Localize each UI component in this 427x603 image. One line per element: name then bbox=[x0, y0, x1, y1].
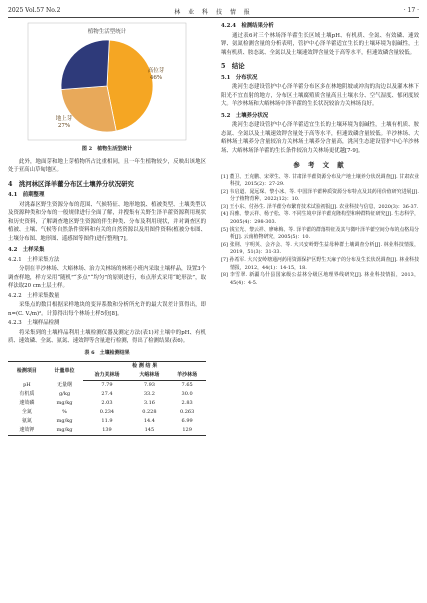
table-row bbox=[8, 426, 206, 436]
reference-item: [5] 钱宝光、黎云祥、廖咏梅、等. 泽羊藿的群落特征及其与微叶泽羊藿空间分布的点格局分析[J]. 云南植物研究，2005(5)：10. bbox=[221, 226, 419, 241]
section-heading: 5 结论 bbox=[221, 62, 245, 70]
table-row bbox=[8, 381, 206, 391]
cell: 0.263 bbox=[179, 409, 195, 415]
cell: 7.93 bbox=[143, 382, 155, 388]
cell: mg/kg bbox=[56, 418, 73, 424]
journal-volume: 2025 Vol.57 No.2 bbox=[8, 7, 61, 14]
journal-title: 林 业 科 技 情 报 bbox=[174, 9, 253, 16]
paragraph: 通过表6对三个林场泽羊藿生长区域土壤pH、有机质、全氮、有效磷、速效钾、氨氮检测含量的分析表明，管护中心泽羊藿适宜生长的土壤环境为弱碱性，土壤有机质、胺态氮、全氮以及土壤速效钾含量处于高等水平，但速效磷含量较低。 bbox=[221, 32, 419, 56]
reference-item: [6] 张荆、宇明英、会齐会、等. 大兴安岭野生益母种群土壤调查分析[J]. 林业科技情报，2019，51(3)：31-33. bbox=[221, 241, 419, 256]
right-column bbox=[221, 22, 419, 287]
figure-caption: 图 2 植物生活型统计 bbox=[81, 146, 133, 152]
paragraph: 将采集到的土壤样品利用土壤检测仪器及测定方法(表1)对土壤中的pH、有机质、速效磷、全氮、氨氮、速效钾等含量进行检测，得出了检测结果(表6)。 bbox=[8, 329, 206, 344]
cell: 全氮 bbox=[21, 409, 32, 415]
subsection-heading: 5.1 分布状况 bbox=[221, 74, 258, 81]
pie-data-label: 高位芽 bbox=[147, 68, 165, 74]
left-column bbox=[8, 22, 206, 436]
cell: 6.99 bbox=[181, 418, 193, 424]
cell: g/kg bbox=[58, 391, 71, 397]
pie-slice-1 bbox=[107, 40, 153, 131]
page-number: · 17 · bbox=[403, 7, 419, 14]
cell: 2.03 bbox=[101, 400, 113, 406]
soil-results-table bbox=[8, 361, 206, 436]
reference-item: [3] 王小东、付孙生. 泽羊藿分布繁育技术试验初报[J]. 农业科技与信息，2020(3)：36-37. bbox=[221, 203, 419, 210]
reference-item: [8] 李雪翠. 新疆乌什县国家级公益林分级区地理界线研究[J]. 林业科技情报，2013，45(4)：4-5. bbox=[221, 272, 419, 286]
cell: 速效磷 bbox=[19, 400, 35, 406]
section-heading: 4 洮河林区泽羊藿分布区土壤养分状况研究 bbox=[8, 179, 134, 188]
subsection-heading: 5.2 土壤养分状况 bbox=[221, 112, 269, 119]
subsection-heading: 4.2 土样采集 bbox=[8, 247, 45, 253]
subsubsection-heading: 4.2.3 土壤样品检测 bbox=[8, 320, 60, 326]
table-row bbox=[8, 408, 206, 417]
paragraph: 此外，地面芽和地上芽植物所占比重相同，且一年生植物较少，反映出该地区处于亚高山草甸地区。 bbox=[8, 158, 206, 173]
pie-data-label: 46% bbox=[149, 75, 163, 81]
col-header-item: 检测项目 bbox=[8, 362, 46, 381]
paragraph: 采集点的数目根据采样地块的变异系数和分析所允许的最大误差计算得出，即 n=(C. V./m)²。计算得出每个林场土样5份[8]。 bbox=[8, 302, 206, 317]
cell: 129 bbox=[168, 426, 206, 436]
table-caption: 表 6 土壤检测结果 bbox=[84, 349, 130, 356]
running-header bbox=[8, 4, 419, 18]
cell: 速效钾 bbox=[8, 426, 46, 436]
subsubsection-heading: 4.2.1 土样采集方法 bbox=[8, 256, 60, 263]
paragraph: 分别在羊沙林场、大峪林场、治力关林场的林班小班内采取土壤样品，设置3个调查样地，样方采用“随机”“多点”“均匀”的原则进行，布点形式采用“蛇形法”，取样法取20 cm土层土样。 bbox=[8, 266, 206, 289]
pie-data-label: 地面芽 bbox=[49, 60, 67, 66]
reference-item: [7] 孙希军. 大兴安岭塘通河药用资源保护区野生天麻子的分布及生长状况调查[J]. 林业科技情报，2012，44(1)：14-15，18. bbox=[221, 257, 419, 271]
pie-chart bbox=[8, 22, 206, 142]
reference-item: [2] 韦启道、晁远琛、黎小冰、等. 中国泽羊藿种质资源分布特点及其药用价值研究进展[J]. 分子植物育种，2022(12)：10. bbox=[221, 188, 419, 203]
cell: 7.65 bbox=[181, 382, 193, 388]
reference-item: [4] 冯雅、黎云祥、杨子松、等. 不同生境中泽羊藿克隆构型和种群特征研究[J]. 生态科学，2005(4)：298-303. bbox=[221, 211, 419, 226]
col-header-unit: 计量单位 bbox=[46, 362, 84, 381]
col-header-site: 羊沙林场 bbox=[168, 371, 206, 381]
cell: % bbox=[62, 409, 67, 415]
cell: 有机质 bbox=[19, 391, 35, 397]
reference-item: [1] 董卫、王克鹏、宋翠生、等. 甘肃泽羊藿资源分布及产地土壤养分状况调查[J]. 甘肃农业科技，2015(2)：27-29. bbox=[221, 173, 419, 188]
subsection-heading: 4.1 前期整理 bbox=[8, 192, 45, 198]
references-heading: 参 考 文 献 bbox=[293, 161, 347, 169]
cell: mg/kg bbox=[46, 426, 84, 436]
cell: 145 bbox=[131, 426, 169, 436]
cell: 27.4 bbox=[101, 391, 113, 397]
table-row bbox=[8, 390, 206, 399]
cell: 氨氮 bbox=[21, 418, 32, 424]
pie-chart-figure bbox=[8, 22, 206, 142]
chart-title: 植物生活型统计 bbox=[87, 29, 127, 35]
subsubsection-heading: 4.2.4 检测结果分析 bbox=[221, 23, 274, 29]
col-header-site: 冶力关林场 bbox=[83, 371, 130, 381]
cell: 30.0 bbox=[181, 391, 193, 397]
table-row bbox=[8, 399, 206, 408]
pie-slice-3 bbox=[61, 40, 109, 89]
pie-data-label: 27% bbox=[57, 123, 71, 129]
cell: pH bbox=[23, 381, 31, 388]
cell: 139 bbox=[83, 426, 130, 436]
cell: 0.234 bbox=[99, 409, 115, 415]
paragraph: 洮河生态建设管护中心泽羊藿分布区多在林地阴坡或冲沟的沟边以及灌木林下阳光不宜直射的地方，分布区土壤腐殖质含量高且土壤水分、空气湿度、郁闭度较大。羊沙林场和大峪林场中泽羊藿的生长状况较治力关林场良好。 bbox=[221, 84, 419, 107]
cell: 0.228 bbox=[142, 409, 157, 415]
paragraph: 洮河生态建设管护中心泽羊藿适宜生长的土壤环境为弱碱性，土壤有机质、胺态氮、全氮以及土壤速效钾含量处于高等水平，但速效磷含量较低。羊沙林场、大峪林场土壤养分含量较冶力关林场土壤养分含量高，洮河生态建设管护中心羊沙林场、大峪林场泽羊藿的生长条件较冶力关林场更优越[7-9]。 bbox=[221, 122, 419, 154]
table-row bbox=[8, 417, 206, 426]
pie-data-label: 地上芽 bbox=[55, 116, 73, 122]
cell: mg/kg bbox=[56, 400, 73, 406]
cell: 无量纲 bbox=[57, 381, 73, 388]
subsubsection-heading: 4.2.2 土样采集数量 bbox=[8, 292, 60, 299]
col-header-site: 大峪林场 bbox=[131, 371, 169, 381]
cell: 7.79 bbox=[101, 382, 113, 388]
col-header-group: 检 测 结 果 bbox=[83, 362, 206, 372]
cell: 2.83 bbox=[181, 400, 193, 406]
cell: 33.2 bbox=[143, 391, 155, 397]
cell: 14.4 bbox=[143, 418, 155, 424]
paragraph: 对洮森区野生资源分布的范围、气候特征、地形地貌、植被类型、土壤类型以及资源种类和分布的一般规律进行全面了解，并搜集有关野生泽羊藿资源利用现状和历史资料，了解调查地区野生资源的伴生种类、分布及利用现状，并对调查区的植被、土壤、气候等自然条件资料和有关的自然资源以及用图件资料(植被分布图、土壤分布图、地形图、遥感图等图件)进行整理[7]。 bbox=[8, 201, 206, 242]
pie-data-label: 27% bbox=[51, 67, 65, 73]
cell: 3.16 bbox=[143, 400, 155, 406]
cell: 11.9 bbox=[101, 418, 113, 424]
